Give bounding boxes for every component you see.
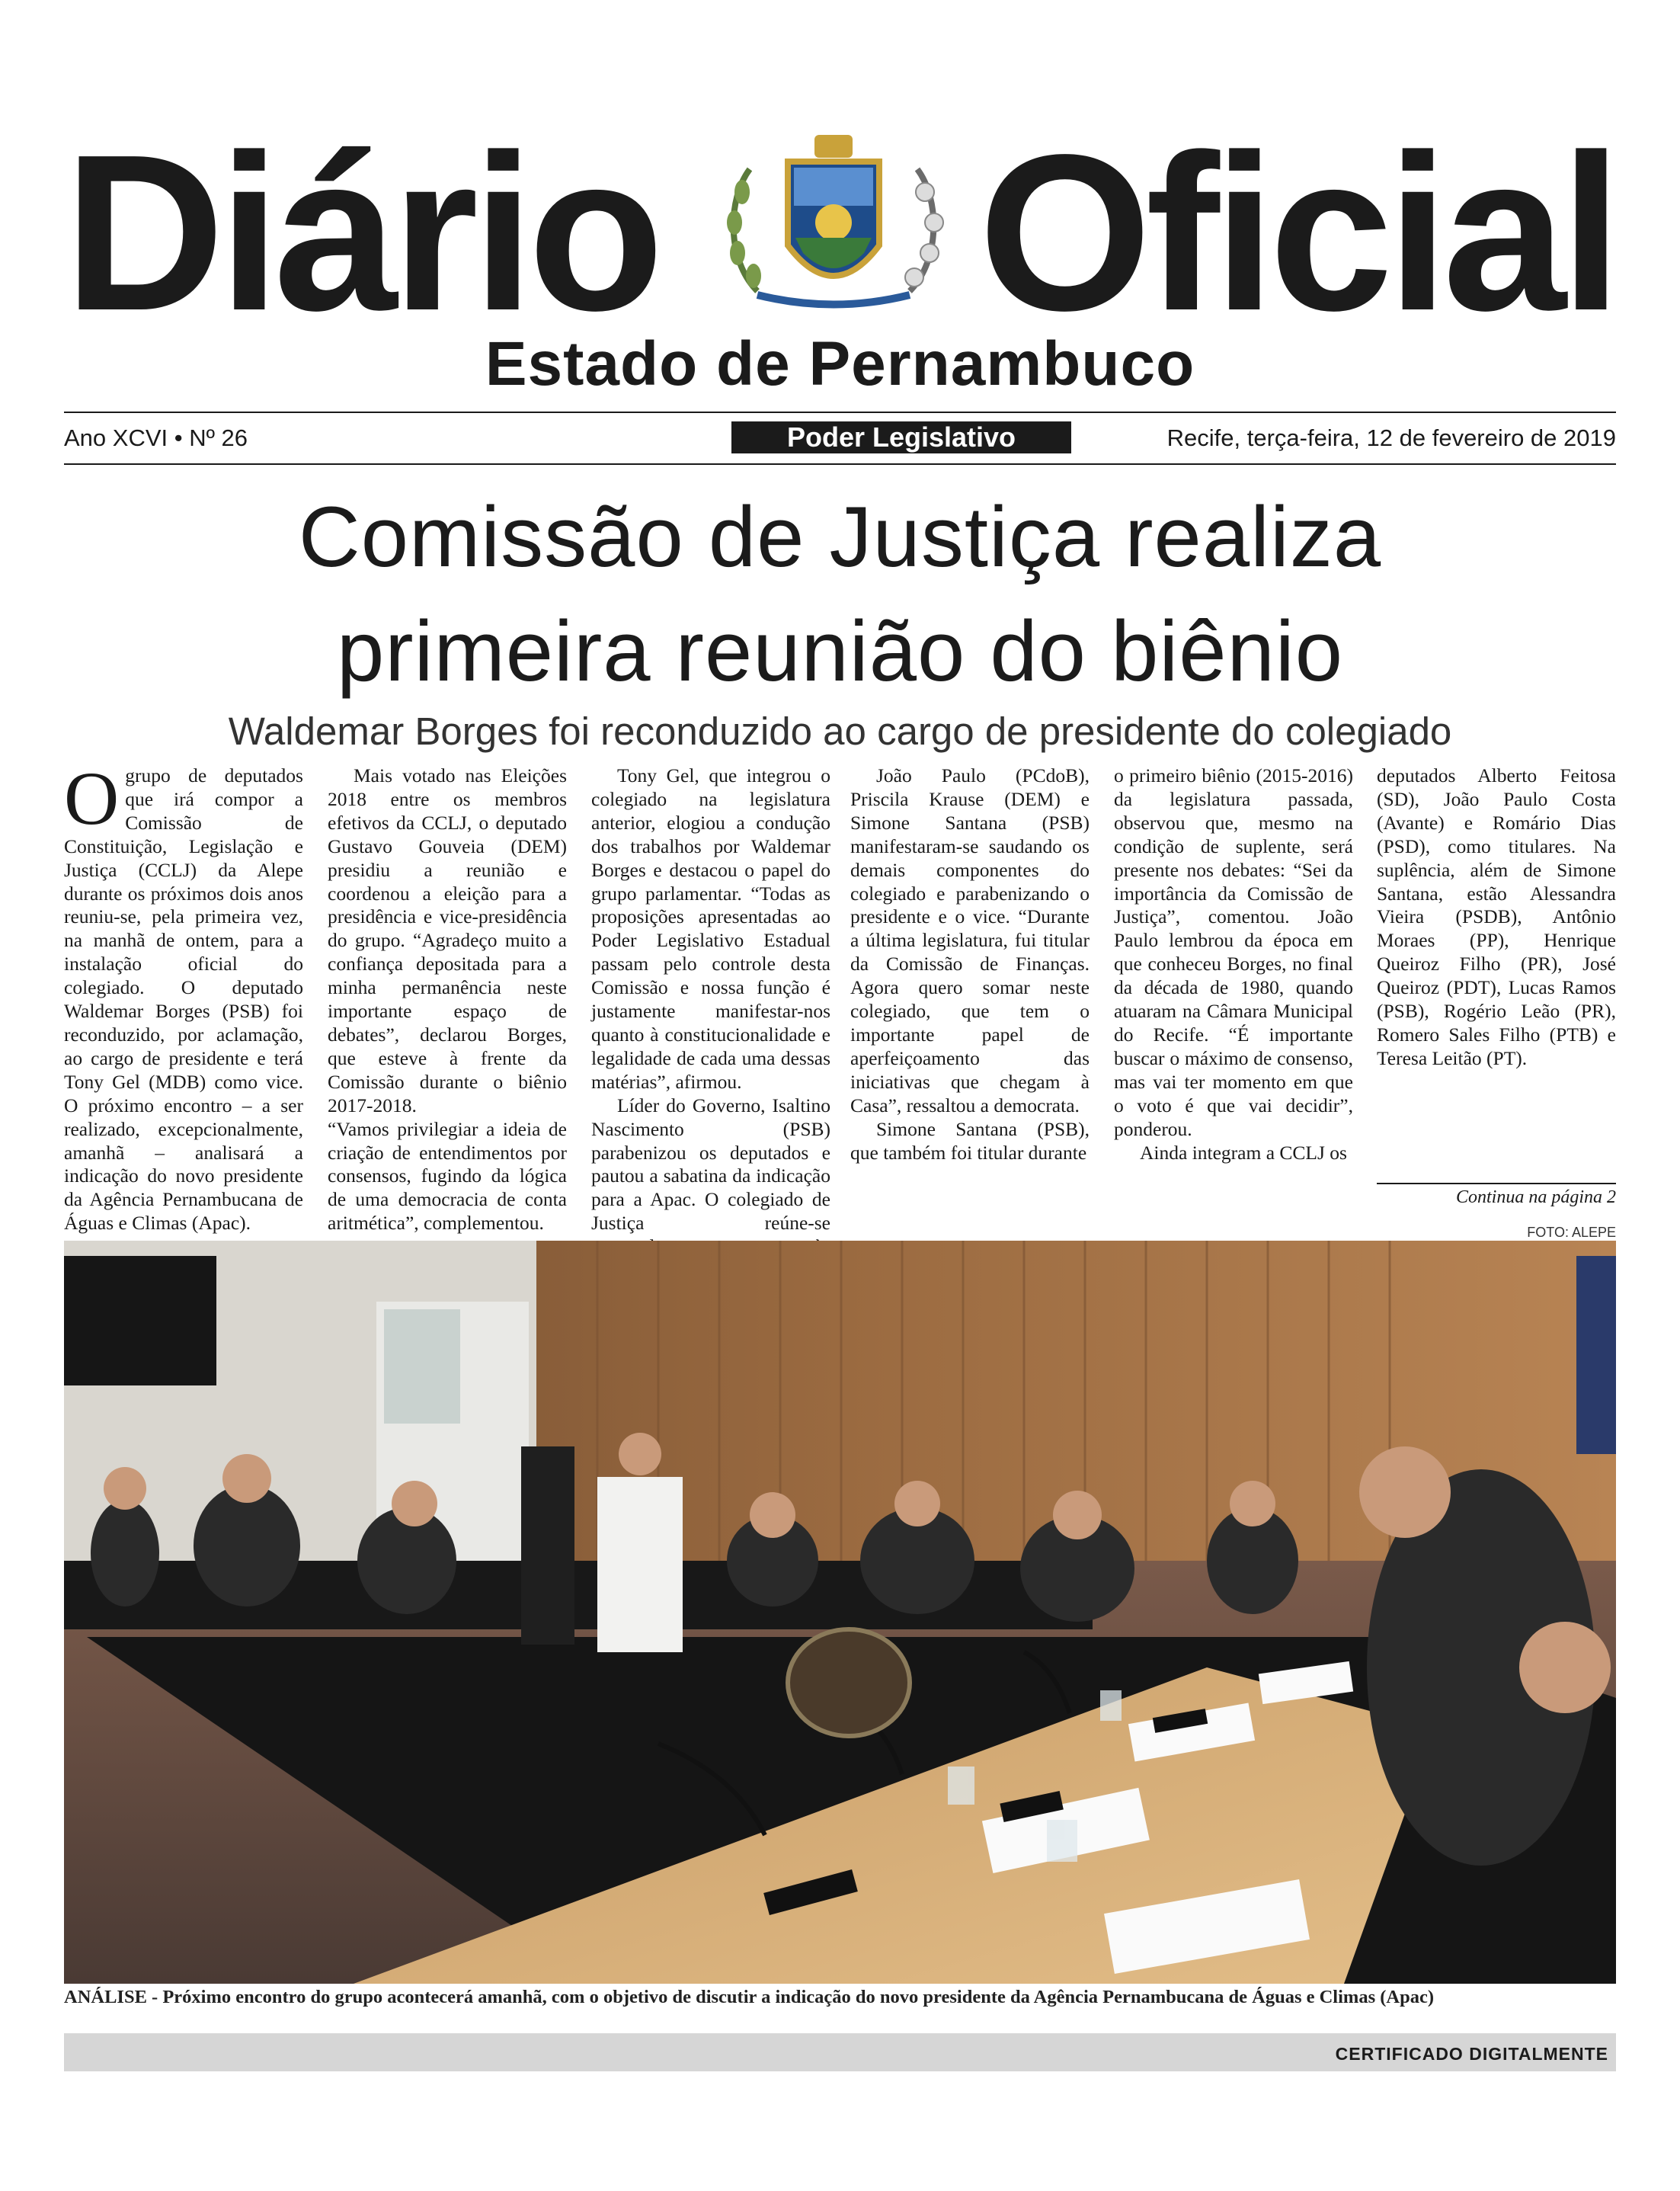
photo-credit: FOTO: ALEPE <box>1527 1225 1616 1240</box>
meeting-room-photo <box>64 1241 1616 1984</box>
continue-link[interactable]: Continua na página 2 <box>1455 1187 1616 1207</box>
edition-number: Ano XCVI • Nº 26 <box>64 424 248 451</box>
article-paragraph: João Paulo (PCdoB), Priscila Krause (DEM) e Simone Santana (PSB) manifestaram-se saudando os demais componentes do colegiado e parabenizando o presidente e o vice. “Durante a última legislatura, fui titular da Comissão de Finanças. Agora quero somar neste colegiado, que tem o importante papel de aperfeiçoamento das iniciativas que chegam à Casa”, ressaltou a democrata. <box>850 764 1090 1116</box>
masthead-title-right: Oficial <box>978 108 1616 357</box>
article-paragraph: Tony Gel, que integrou o colegiado na legislatura anterior, elogiou a condução dos trabalhos por Waldemar Borges e destacou o papel do grupo parlamentar. “Todas as proposições apresentadas ao Poder Legislativo Estadual passam pelo controle desta Comissão e nossa função é justamente manifestar-nos quanto à constitucionalidade e legalidade de cada uma dessas matérias”, afirmou. <box>591 764 830 1093</box>
article-column-6 <box>1377 764 1616 1071</box>
article-column-5 <box>1114 764 1353 1164</box>
article-paragraph: Mais votado nas Eleições 2018 entre os membros efetivos da CCLJ, o deputado Gustavo Gouveia (DEM) presidiu a reunião e coordenou a eleição para a presidência e vice-presidência do grupo. “Agradeço muito a confiança depositada para a minha permanência neste importante espaço de debates”, declarou Borges, que esteve à frente da Comissão durante o biênio 2017-2018. <box>328 764 567 1116</box>
article-paragraph: “Vamos privilegiar a ideia de criação de entendimentos por consensos, fugindo da lógica de uma democracia de conta aritmética”, complementou. <box>328 1117 567 1235</box>
article-paragraph: Simone Santana (PSB), que também foi titular durante <box>850 1117 1090 1164</box>
masthead-title-left: Diário <box>64 108 658 357</box>
article-headline <box>0 480 1680 709</box>
masthead-subtitle: Estado de Pernambuco <box>485 329 1195 399</box>
headline-line-1: Comissão de Justiça realiza <box>298 489 1382 585</box>
article-column-1 <box>64 756 303 1235</box>
article-column-2 <box>328 764 567 1235</box>
bottom-rule <box>64 463 1616 465</box>
drop-cap: O <box>64 756 120 841</box>
article-paragraph: Líder do Governo, Isaltino Nascimento (PSB) parabenizou os deputados e pautou a sabatina da indicação para a Apac. O colegiado de Justiça reúne-se <box>591 1094 830 1235</box>
article-paragraph: o primeiro biênio (2015-2016) da legislatura passada, observou que, mesmo na condição de suplente, será presente nos debates: “Sei da importância da Comissão de Justiça”, comentou. João Paulo lembrou da época em que conheceu Borges, no final da década de 1980, quando atuaram na Câmara Municipal do Recife. “É importante buscar o máximo de consenso, mas vai ter momento em que o voto é que vai decidir”, ponderou. <box>1114 764 1353 1140</box>
pernambuco-coat-of-arms-icon <box>712 131 955 314</box>
article-column-4 <box>850 764 1090 1164</box>
article-paragraph: deputados Alberto Feitosa (SD), João Paulo Costa (Avante) e Romário Dias (PSD), como titulares. Na suplência, além de Simone Santana, estão Alessandra Vieira (PSDB), Antônio Moraes (PP), Henrique Queiroz Filho (PR), José Queiroz (PDT), Lucas Ramos (PSB), Rogério Leão (PR), Romero Sales Filho (PTB) e Teresa Leitão (PT). <box>1377 764 1616 1069</box>
dateline: Recife, terça-feira, 12 de fevereiro de 2019 <box>1166 424 1616 451</box>
article-photo <box>64 1241 1616 1984</box>
top-rule <box>64 412 1616 413</box>
continue-rule <box>1377 1183 1616 1184</box>
article-deck: Waldemar Borges foi reconduzido ao cargo de presidente do colegiado <box>228 710 1452 753</box>
info-bar <box>64 421 1616 459</box>
masthead <box>64 108 1616 357</box>
section-badge: Poder Legislativo <box>731 421 1071 453</box>
digital-certification-label: CERTIFICADO DIGITALMENTE <box>1335 2044 1608 2064</box>
article-paragraph: Ainda integram a CCLJ os <box>1140 1141 1347 1164</box>
photo-caption: ANÁLISE - Próximo encontro do grupo acontecerá amanhã, com o objetivo de discutir a indicação do novo presidente da Agência Pernambucana de Águas e Climas (Apac) <box>64 1987 1434 2007</box>
headline-line-2: primeira reunião do biênio <box>337 604 1343 699</box>
article-paragraph: O grupo de deputados que irá compor a Comissão de Constituição, Legislação e Justiça (CCLJ) da Alepe durante os próximos dois anos reuniu-se, pela primeira vez, na manhã de ontem, para a instalação oficial do colegiado. O deputado Waldemar Borges (PSB) foi reconduzido, por aclamação, ao cargo de presidente e terá Tony Gel (MDB) como vice. O próximo encontro – a ser realizado, excepcionalmente, amanhã – analisará a indicação do novo presidente da Agência Pernambucana de Águas e Climas (Apac). <box>64 756 303 1235</box>
